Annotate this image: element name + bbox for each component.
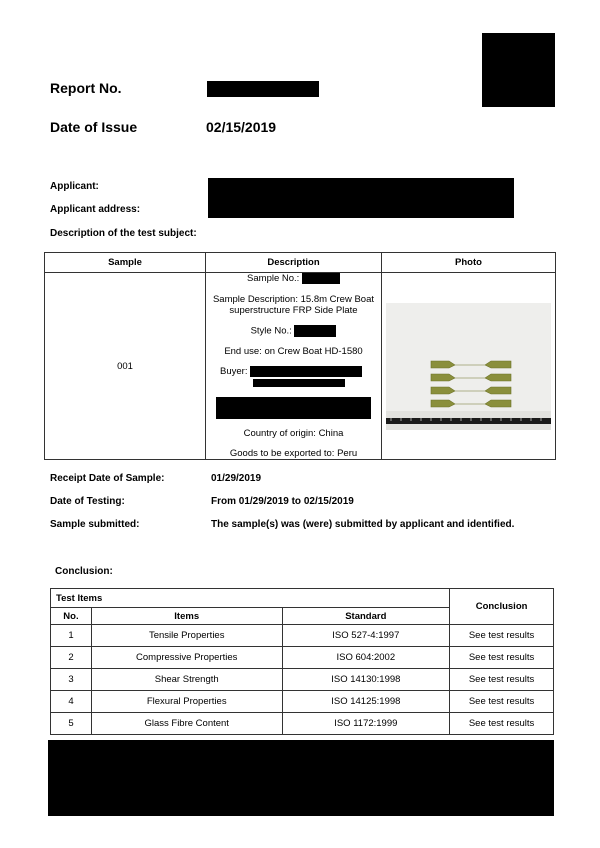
row-no: 3 <box>51 669 92 691</box>
photo-cell <box>382 273 556 460</box>
row-no: 1 <box>51 625 92 647</box>
redacted-buyer-line2 <box>253 379 345 387</box>
row-no: 2 <box>51 647 92 669</box>
conclusion-header: Conclusion <box>450 589 554 625</box>
applicant-label: Applicant: <box>50 181 99 192</box>
row-no: 4 <box>51 691 92 713</box>
row-standard: ISO 604:2002 <box>282 647 450 669</box>
test-items-table <box>50 588 554 735</box>
country-of-origin: Country of origin: China <box>243 427 344 439</box>
redacted-logo <box>482 33 555 107</box>
photo-header: Photo <box>382 253 556 273</box>
sample-no-label: Sample No.: <box>247 273 300 285</box>
testing-date-label: Date of Testing: <box>50 496 125 507</box>
row-no: 5 <box>51 713 92 735</box>
redacted-address-block <box>216 397 371 419</box>
redacted-style-no <box>294 325 336 337</box>
conclusion-title: Conclusion: <box>55 566 113 577</box>
redacted-buyer <box>250 366 362 377</box>
sample-header: Sample <box>45 253 206 273</box>
receipt-date-label: Receipt Date of Sample: <box>50 473 165 484</box>
sample-id: 001 <box>45 273 206 460</box>
test-subject-label: Description of the test subject: <box>50 228 197 239</box>
row-result: See test results <box>450 647 554 669</box>
sample-table <box>44 252 556 460</box>
row-item: Compressive Properties <box>91 647 282 669</box>
row-standard: ISO 14130:1998 <box>282 669 450 691</box>
redacted-footer <box>48 740 554 816</box>
row-standard: ISO 14125:1998 <box>282 691 450 713</box>
receipt-date-value: 01/29/2019 <box>211 473 262 484</box>
row-item: Shear Strength <box>91 669 282 691</box>
table-row <box>51 713 554 735</box>
applicant-address-label: Applicant address: <box>50 204 141 215</box>
sample-photo <box>386 303 551 430</box>
table-row <box>51 691 554 713</box>
col-standard: Standard <box>282 608 450 625</box>
redacted-report-no <box>207 81 319 97</box>
col-no: No. <box>51 608 92 625</box>
row-item: Tensile Properties <box>91 625 282 647</box>
table-row <box>51 647 554 669</box>
sample-submitted-label: Sample submitted: <box>50 519 140 530</box>
row-result: See test results <box>450 625 554 647</box>
row-result: See test results <box>450 669 554 691</box>
buyer-label: Buyer: <box>220 365 248 377</box>
table-row <box>51 625 554 647</box>
sample-submitted-value: The sample(s) was (were) submitted by applicant and identified. <box>211 519 515 530</box>
row-result: See test results <box>450 691 554 713</box>
testing-date-value: From 01/29/2019 to 02/15/2019 <box>211 496 354 507</box>
description-cell <box>206 273 382 460</box>
redacted-sample-no <box>302 273 340 284</box>
row-item: Glass Fibre Content <box>91 713 282 735</box>
table-row <box>51 669 554 691</box>
test-items-header: Test Items <box>51 589 450 608</box>
col-items: Items <box>91 608 282 625</box>
row-item: Flexural Properties <box>91 691 282 713</box>
end-use: End use: on Crew Boat HD-1580 <box>224 345 363 357</box>
row-result: See test results <box>450 713 554 735</box>
row-standard: ISO 527-4:1997 <box>282 625 450 647</box>
date-of-issue-label: Date of Issue <box>50 119 138 135</box>
style-no-label: Style No.: <box>250 325 292 337</box>
report-no-label: Report No. <box>50 80 122 96</box>
description-header: Description <box>206 253 382 273</box>
date-of-issue-value: 02/15/2019 <box>206 119 277 135</box>
row-standard: ISO 1172:1999 <box>282 713 450 735</box>
redacted-applicant <box>208 178 514 218</box>
export-destination: Goods to be exported to: Peru <box>229 447 358 459</box>
sample-description: Sample Description: 15.8m Crew Boat superstructure FRP Side Plate <box>212 293 375 316</box>
